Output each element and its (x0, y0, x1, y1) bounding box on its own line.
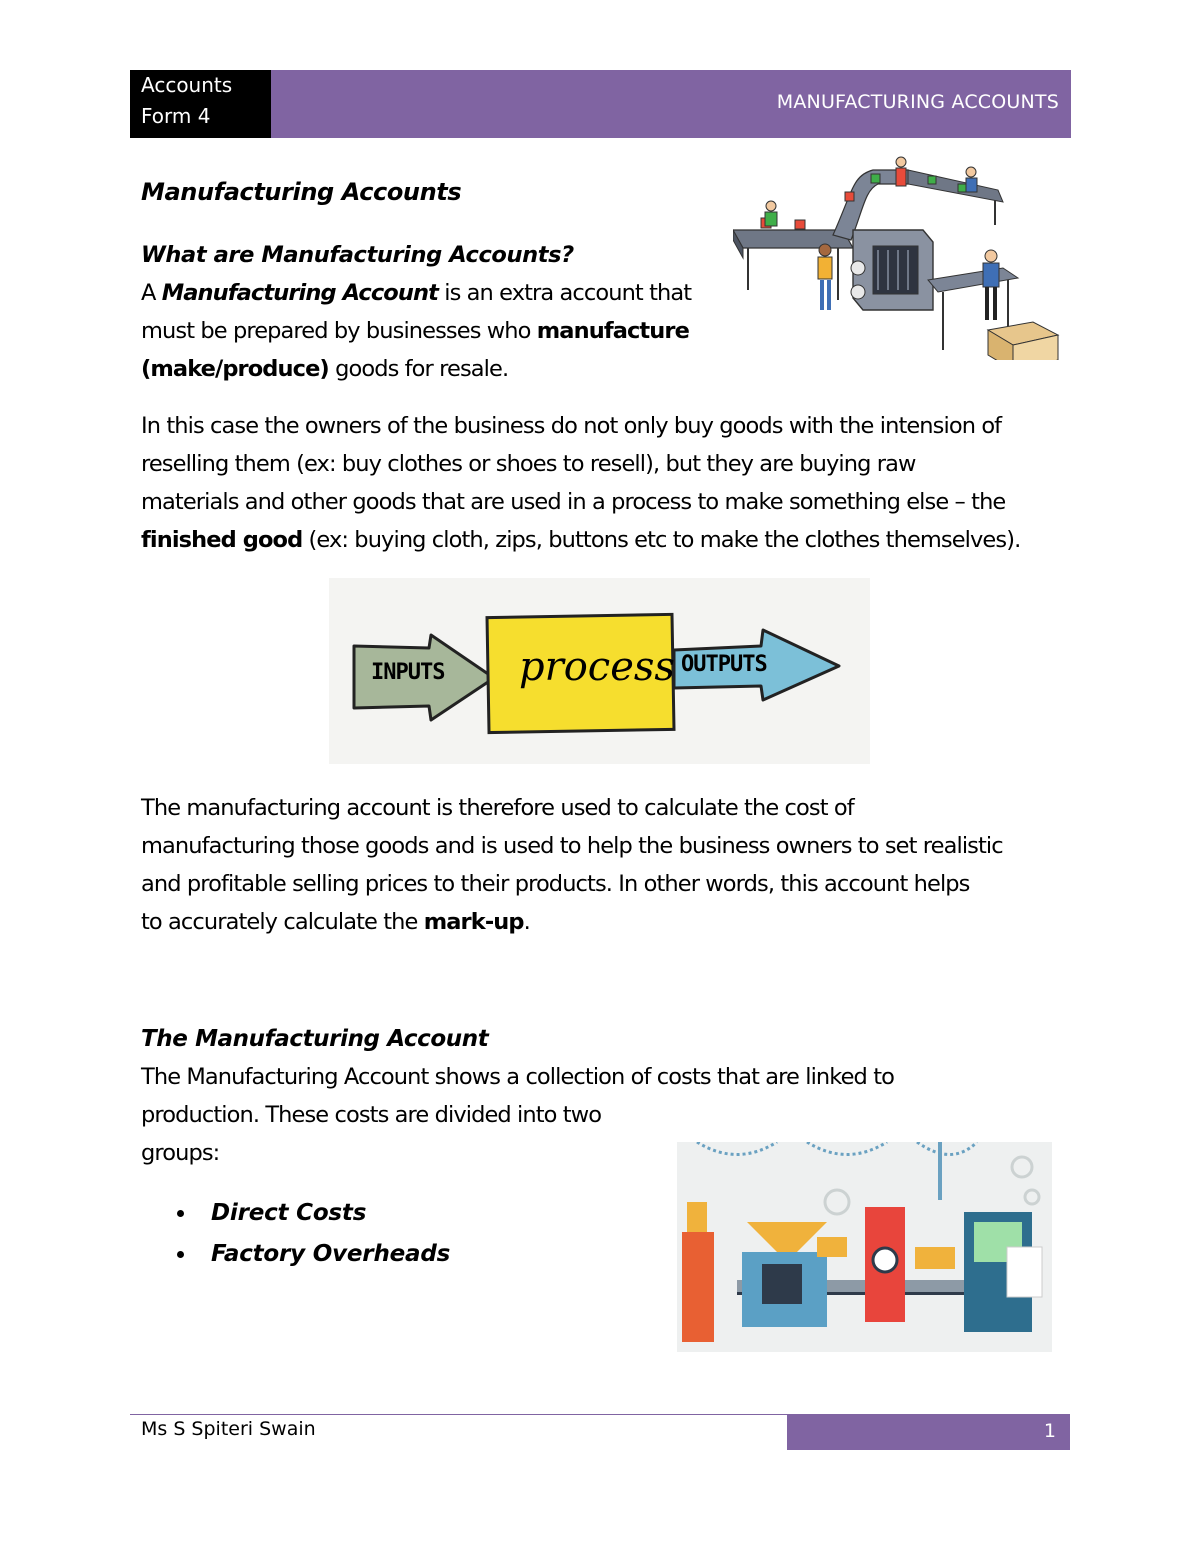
paragraph-4-line-2: production. These costs are divided into two (141, 1102, 602, 1128)
header-bar (271, 70, 1071, 136)
section-2-heading: The Manufacturing Account (141, 1026, 489, 1052)
list-item: Direct Costs (141, 1193, 450, 1234)
bold-mark-up: mark-up (423, 909, 524, 935)
bold-make-produce: (make/produce) (141, 356, 329, 382)
paragraph-3-line-2: manufacturing those goods and is used to help the business owners to set realistic (141, 833, 1003, 859)
paragraph-1-line-1: A Manufacturing Account is an extra account that (141, 280, 692, 306)
footer-page-box (787, 1414, 1070, 1450)
factory-conveyor-illustration (733, 150, 1063, 360)
header-underline (271, 136, 1071, 138)
paragraph-4-line-1: The Manufacturing Account shows a collection of costs that are linked to (141, 1064, 894, 1090)
input-process-output-diagram (329, 578, 870, 764)
question-heading: What are Manufacturing Accounts? (141, 242, 574, 268)
page-title: Manufacturing Accounts (141, 178, 462, 206)
paragraph-2-line-4: finished good (ex: buying cloth, zips, buttons etc to make the clothes themselves). (141, 527, 1021, 553)
paragraph-2-line-1: In this case the owners of the business do not only buy goods with the intension of (141, 413, 1002, 439)
diagram-outputs-label: OUTPUTS (681, 652, 767, 677)
paragraph-4-line-3: groups: (141, 1140, 220, 1166)
paragraph-2-line-3: materials and other goods that are used in a process to make something else – the (141, 489, 1006, 515)
paragraph-3-line-3: and profitable selling prices to their products. In other words, this account helps (141, 871, 970, 897)
diagram-inputs-label: INPUTS (371, 660, 445, 685)
paragraph-3-line-4: to accurately calculate the mark-up. (141, 909, 530, 935)
paragraph-2-line-2: reselling them (ex: buy clothes or shoes to resell), but they are buying raw (141, 451, 916, 477)
factory-machines-illustration (677, 1142, 1052, 1352)
page-number: 1 (1043, 1420, 1056, 1442)
bold-manufacture: manufacture (536, 318, 689, 344)
header-subject-line2: Form 4 (141, 104, 211, 128)
footer-author: Ms S Spiteri Swain (141, 1418, 316, 1440)
header-title: MANUFACTURING ACCOUNTS (776, 91, 1059, 113)
diagram-process-label: process (519, 644, 675, 690)
paragraph-1-line-3: (make/produce) goods for resale. (141, 356, 509, 382)
header-subject-line1: Accounts (141, 73, 233, 97)
cost-groups-list (141, 1193, 450, 1275)
header-subject-box (130, 70, 271, 138)
bold-manufacturing-account: Manufacturing Account (161, 280, 438, 306)
list-item: Factory Overheads (141, 1234, 450, 1275)
paragraph-3-line-1: The manufacturing account is therefore used to calculate the cost of (141, 795, 854, 821)
paragraph-1-line-2: must be prepared by businesses who manufacture (141, 318, 689, 344)
bold-finished-good: finished good (141, 527, 303, 553)
